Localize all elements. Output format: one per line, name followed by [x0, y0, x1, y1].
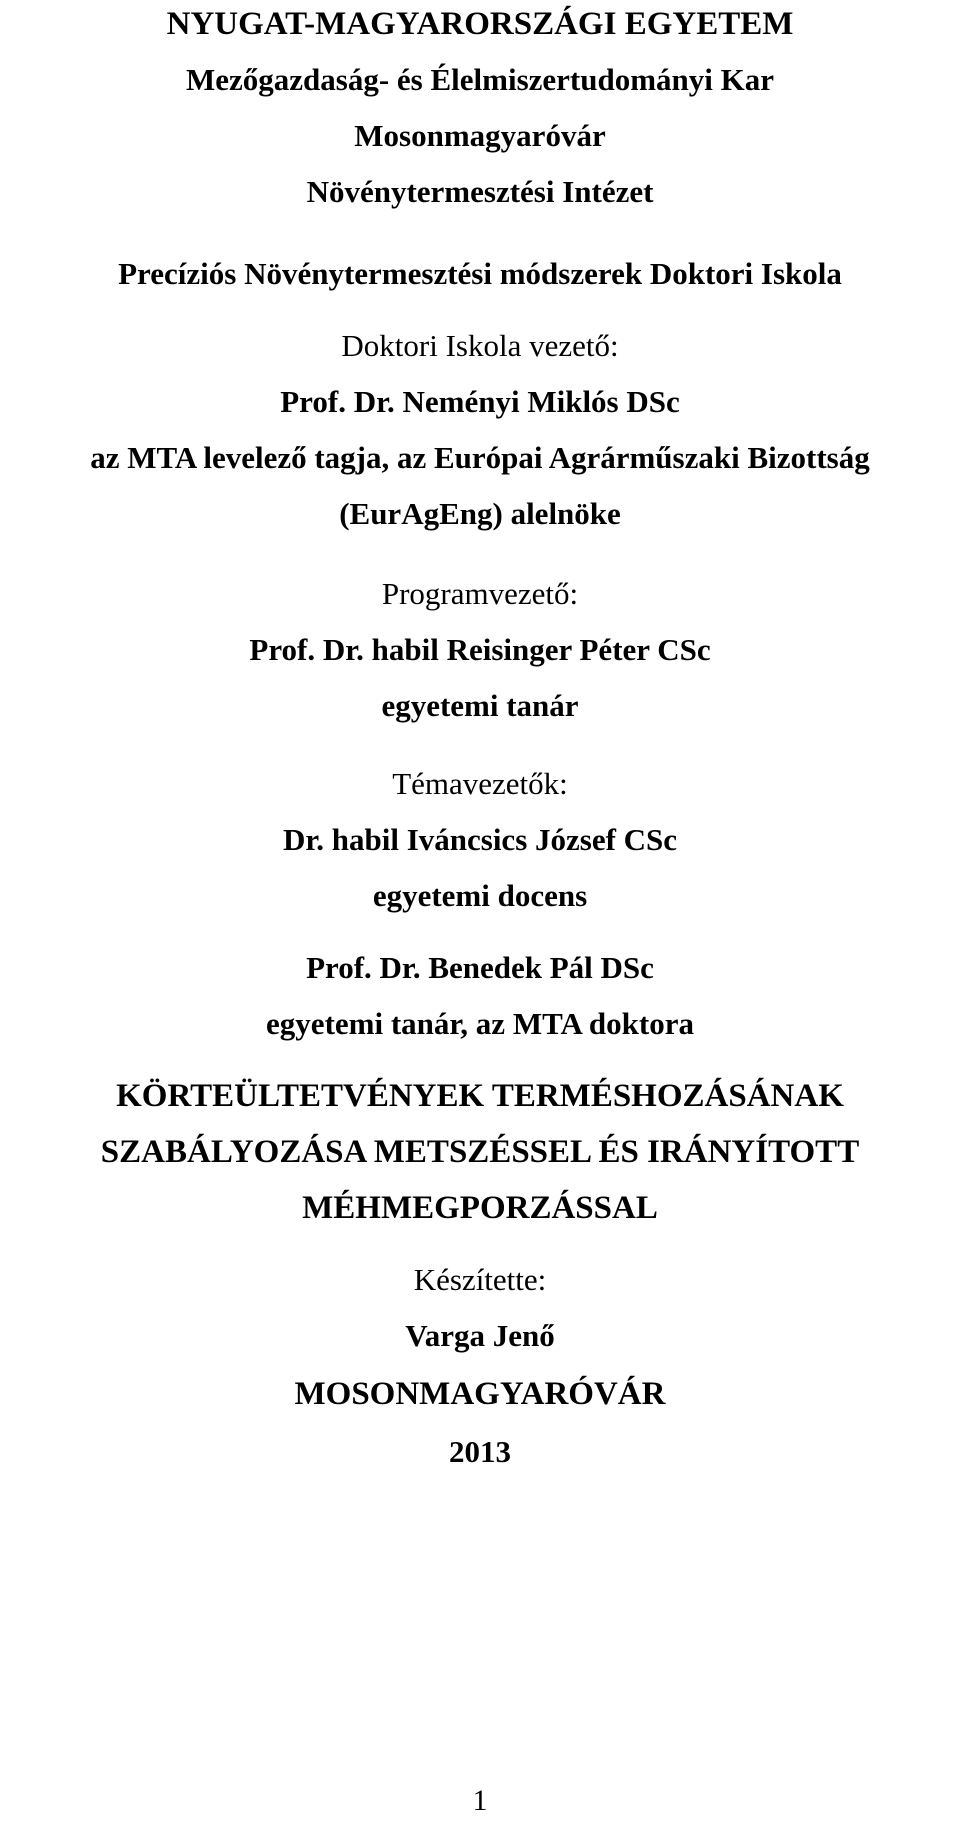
school-leader-title-line2: (EurAgEng) alelnöke	[339, 496, 621, 531]
university-name: NYUGAT-MAGYARORSZÁGI EGYETEM	[166, 6, 794, 42]
author-label: Készítette:	[413, 1262, 547, 1297]
faculty-name: Mezőgazdaság- és Élelmiszertudományi Kar	[185, 62, 775, 97]
program-leader-title: egyetemi tanár	[381, 688, 579, 723]
thesis-title-line3: MÉHMEGPORZÁSSAL	[302, 1190, 658, 1226]
city-name: Mosonmagyaróvár	[354, 118, 606, 153]
place: MOSONMAGYARÓVÁR	[294, 1376, 666, 1412]
program-leader-label: Programvezető:	[381, 576, 579, 611]
supervisor-1-title: egyetemi docens	[372, 878, 588, 913]
school-leader-title-line1: az MTA levelező tagja, az Európai Agrárműszaki Bizottság	[90, 440, 870, 475]
supervisor-2-name: Prof. Dr. Benedek Pál DSc	[306, 950, 654, 985]
supervisors-label: Témavezetők:	[392, 766, 568, 801]
author-name: Varga Jenő	[405, 1318, 555, 1353]
school-leader-name: Prof. Dr. Neményi Miklós DSc	[280, 384, 680, 419]
school-leader-label: Doktori Iskola vezető:	[341, 328, 619, 363]
supervisor-2-title: egyetemi tanár, az MTA doktora	[266, 1006, 694, 1041]
page-number: 1	[472, 1784, 488, 1817]
institute-name: Növénytermesztési Intézet	[306, 174, 654, 209]
thesis-title-line2: SZABÁLYOZÁSA METSZÉSSEL ÉS IRÁNYÍTOTT	[100, 1134, 860, 1170]
year: 2013	[449, 1434, 511, 1469]
supervisor-1-name: Dr. habil Iváncsics József CSc	[282, 822, 678, 857]
program-leader-name: Prof. Dr. habil Reisinger Péter CSc	[249, 632, 711, 667]
doctoral-school-name: Precíziós Növénytermesztési módszerek Doktori Iskola	[118, 256, 842, 291]
thesis-title-line1: KÖRTEÜLTETVÉNYEK TERMÉSHOZÁSÁNAK	[116, 1078, 844, 1114]
